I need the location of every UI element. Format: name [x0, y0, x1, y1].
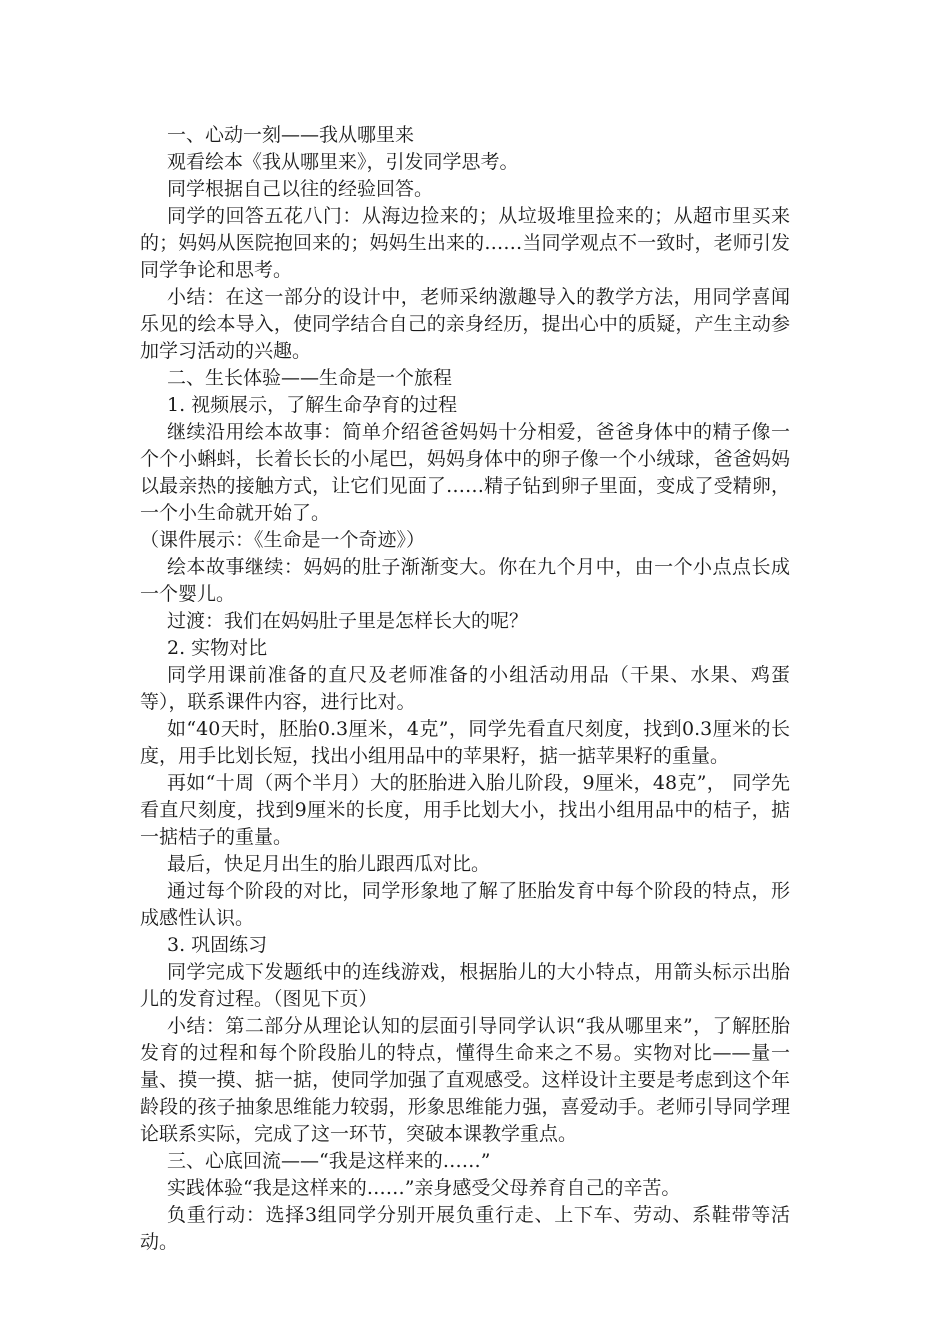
subsection-heading: 2. 实物对比: [167, 637, 268, 659]
summary-paragraph: 小结：在这一部分的设计中，老师采纳激趣导入的教学方法，用同学喜闻乐见的绘本导入，使同学结合自己的亲身经历，提出心中的质疑，产生主动参加学习活动的兴趣。: [140, 286, 790, 362]
paragraph: 过渡：我们在妈妈肚子里是怎样长大的呢？: [167, 610, 529, 632]
paragraph: 同学的回答五花八门：从海边捡来的；从垃圾堆里捡来的；从超市里买来的；妈妈从医院抱回来的；妈妈生出来的……当同学观点不一致时，老师引发同学争论和思考。: [140, 205, 790, 281]
section-heading-3: 三、心底回流——“我是这样来的……”: [167, 1150, 491, 1172]
paragraph: 继续沿用绘本故事：简单介绍爸爸妈妈十分相爱，爸爸身体中的精子像一个个小蝌蚪，长着长长的小尾巴，妈妈身体中的卵子像一个小绒球，爸爸妈妈以最亲热的接触方式，让它们见面了……精子钻到卵子里面，变成了受精卵，一个小生命就开始了。: [140, 421, 790, 524]
paragraph: （课件展示：《生命是一个奇迹》）: [140, 529, 426, 551]
paragraph: 负重行动：选择3组同学分别开展负重行走、上下车、劳动、系鞋带等活动。: [140, 1204, 790, 1253]
paragraph: 最后，快足月出生的胎儿跟西瓜对比。: [167, 853, 491, 875]
paragraph: 同学根据自己以往的经验回答。: [167, 178, 434, 200]
paragraph: 同学用课前准备的直尺及老师准备的小组活动用品（干果、水果、鸡蛋等），联系课件内容，进行比对。: [140, 664, 790, 713]
paragraph: 同学完成下发题纸中的连线游戏，根据胎儿的大小特点，用箭头标示出胎儿的发育过程。（图见下页）: [140, 961, 790, 1010]
section-heading-2: 二、生长体验——生命是一个旅程: [167, 367, 453, 389]
paragraph: 再如“十周（两个半月）大的胚胎进入胎儿阶段，9厘米，48克”， 同学先看直尺刻度，找到9厘米的长度，用手比划大小，找出小组用品中的桔子，掂一掂桔子的重量。: [140, 772, 790, 848]
summary-paragraph: 小结：第二部分从理论认知的层面引导同学认识“我从哪里来”，了解胚胎发育的过程和每个阶段胎儿的特点，懂得生命来之不易。实物对比——量一量、摸一摸、掂一掂，使同学加强了直观感受。这样设计主要是考虑到这个年龄段的孩子抽象思维能力较弱，形象思维能力强，喜爱动手。老师引导同学理论联系实际，完成了这一环节，突破本课教学重点。: [140, 1015, 790, 1145]
paragraph: 如“40天时，胚胎0.3厘米，4克”，同学先看直尺刻度，找到0.3厘米的长度，用手比划长短，找出小组用品中的苹果籽，掂一掂苹果籽的重量。: [140, 718, 790, 767]
document-body: [140, 122, 790, 1256]
paragraph: 实践体验“我是这样来的……”亲身感受父母养育自己的辛苦。: [167, 1177, 681, 1199]
subsection-heading: 3. 巩固练习: [167, 934, 268, 956]
paragraph: 绘本故事继续：妈妈的肚子渐渐变大。你在九个月中，由一个小点点长成一个婴儿。: [140, 556, 790, 605]
subsection-heading: 1. 视频展示，了解生命孕育的过程: [167, 394, 458, 416]
section-heading-1: 一、心动一刻——我从哪里来: [167, 124, 415, 146]
paragraph: 通过每个阶段的对比，同学形象地了解了胚胎发育中每个阶段的特点，形成感性认识。: [140, 880, 790, 929]
paragraph: 观看绘本《我从哪里来》，引发同学思考。: [167, 151, 519, 173]
